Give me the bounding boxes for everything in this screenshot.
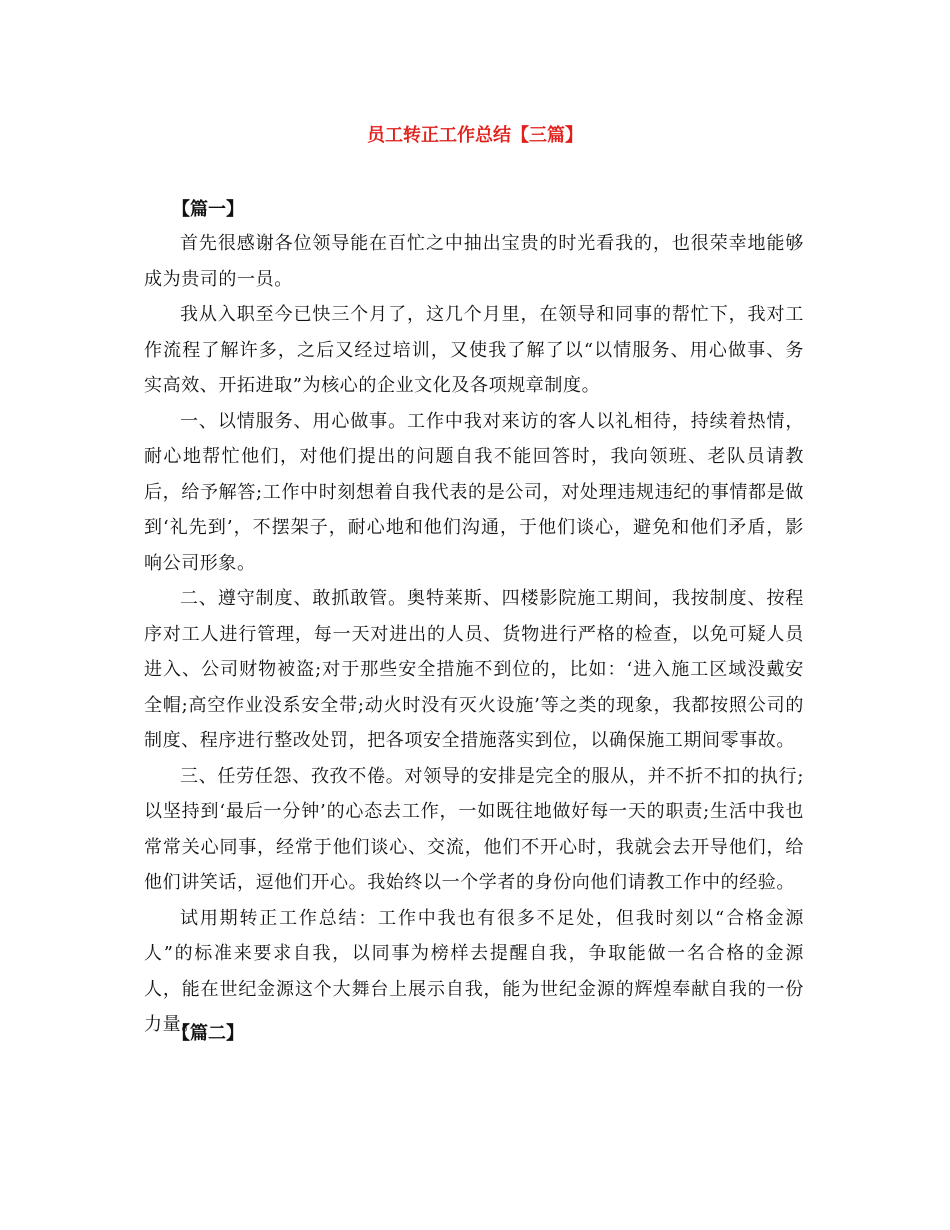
section-heading-two: 【篇二】 — [172, 1023, 244, 1044]
paragraph: 试用期转正工作总结：工作中我也有很多不足处，但我时刻以“合格金源人”的标准来要求自我，以同事为榜样去提醒自我，争取能做一名合格的金源人，能在世纪金源这个大舞台上展示自我，能为世纪金源的辉煌奉献自我的一份力量。 — [144, 907, 804, 1035]
document-body — [144, 226, 804, 1043]
document-title: 员工转正工作总结【三篇】 — [367, 125, 583, 146]
paragraph: 三、任劳任怨、孜孜不倦。对领导的安排是完全的服从，并不折不扣的执行;以坚持到‘最后一分钟’的心态去工作，一如既往地做好每一天的职责;生活中我也常常关心同事，经常于他们谈心、交流，他们不开心时，我就会去开导他们，给他们讲笑话，逗他们开心。我始终以一个学者的身份向他们请教工作中的经验。 — [144, 765, 804, 893]
paragraph: 首先很感谢各位领导能在百忙之中抽出宝贵的时光看我的，也很荣幸地能够成为贵司的一员。 — [144, 233, 804, 290]
paragraph: 一、以情服务、用心做事。工作中我对来访的客人以礼相待，持续着热情，耐心地帮忙他们，对他们提出的问题自我不能回答时，我向领班、老队员请教后，给予解答;工作中时刻想着自我代表的是公司，对处理违规违纪的事情都是做到‘礼先到’，不摆架子，耐心地和他们沟通，于他们谈心，避免和他们矛盾，影响公司形象。 — [144, 410, 804, 574]
section-heading-one: 【篇一】 — [172, 199, 244, 220]
paragraph: 二、遵守制度、敢抓敢管。奥特莱斯、四楼影院施工期间，我按制度、按程序对工人进行管理，每一天对进出的人员、货物进行严格的检查，以免可疑人员进入、公司财物被盗;对于那些安全措施不到位的，比如：‘进入施工区域没戴安全帽;高空作业没系安全带;动火时没有灭火设施’等之类的现象，我都按照公司的制度、程序进行整改处罚，把各项安全措施落实到位，以确保施工期间零事故。 — [144, 588, 804, 751]
paragraph: 我从入职至今已快三个月了，这几个月里，在领导和同事的帮忙下，我对工作流程了解许多，之后又经过培训，又使我了解了以“以情服务、用心做事、务实高效、开拓进取”为核心的企业文化及各项规章制度。 — [144, 304, 804, 396]
